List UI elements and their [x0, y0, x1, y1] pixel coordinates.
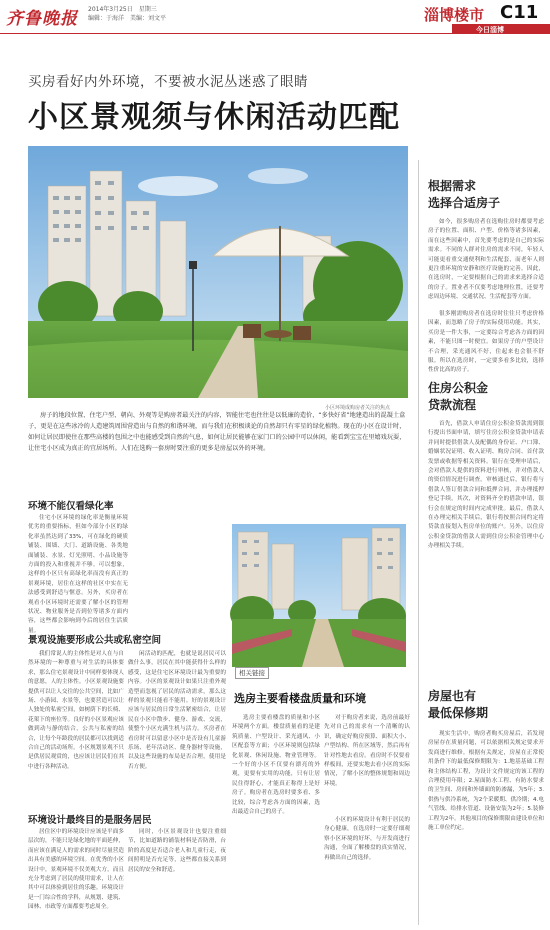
right-body-2-text: 首先，借款人申请住房公积金贷款需到银行提出书面申请，填写住房公积金贷款申请表并同时提供借款人及配偶的身份证、户口簿、婚姻状况证明、收入证明、购房合同、首付款发票或收据等相关资料。银行在受理申请后，会对借款人提供的资料进行审核，并对借款人的资信情况进行调查。审核通过后，银行将与借款人签订借款合同和抵押合同，并办理抵押登记手续。其次，对资料齐全的借款申请，银行会在规定的时间内完成审批。最后，借款人在办理完相关手续后，银行将按照合同约定将贷款直接划入售房单位的账户。另外，以住房公积金贷款的借款人需到住房公积金管理中心办理相关手续。 [428, 421, 544, 550]
left-body-3-text: 居住区中的环境设计应该是平面多层次的，不能只是绿化地的平面延伸，而应该在满足人的需求的同时尽量营造出具有美感的环境空间。在优秀的小区设计中，景观环境不仅美观大方，而且充分考虑到了居民的使用需求，让人在其中可以体验到居住的乐趣。环境设计是一门综合性的学科，从规划、建筑、园林、市政等方面都要考虑周全。 [28, 829, 124, 911]
secondary-photo [232, 524, 406, 667]
left-subhead-1: 环境不能仅看绿化率 [28, 501, 114, 512]
left-body-1 [28, 514, 128, 634]
newspaper-logo: 齐鲁晚报 [6, 9, 78, 29]
issue-meta [88, 5, 166, 23]
residential-garden-photo [28, 146, 408, 398]
left-body-2 [28, 650, 124, 800]
right-subhead-3: 房屋也有 最低保修期 [428, 689, 489, 720]
related-link-label: 相关链接 [235, 667, 269, 679]
middle-body-1 [232, 714, 320, 854]
middle-subhead: 选房主要看楼盘质量和环境 [234, 692, 366, 705]
right-body-1a [428, 218, 544, 310]
right-body-2 [428, 420, 544, 682]
masthead [0, 0, 550, 34]
article-lede: 房子的地段位置、住宅户型、朝向、外观等是购房者最关注的内容，智能住宅也往往是以低廉的造价，“多快好省”地建造出的混凝土盒子，更是在这些冰冷的人造建筑周围营造出与自然的和谐环境，而与我们在积极谈论的自然却只有零星的绿化植物。现在的小区在设计时，如何让居民即使住在那些高楼的包围之中也能感受到自然的气息，如何让居民能够在家门口的公园中可以休闲，能看到宝宝在里嬉戏玩耍，让住宅小区成为真正的宜居场所。人们在选购一套房时要注重的更多是房屋以外的环境。 [28, 412, 406, 452]
left-body-2-text: 我们常说人的主体性是对人在与自然环境的一种尊重与对生活的具体要求，那么住宅景观设计中同样要体现人的意愿，人的主体性。小区景观设施要提供可以让人交往的公共空间，比如广场、小游园、水景等，也要营造可以让人独处的私密空间，如树荫下的长椅、花架下的座位等。良好的小区景观应该做到动与静的结合，公共与私密的结合，让每个年龄段的居民都可以找到适合自己的活动场所。小区规划景观不只是供居民观赏的，也应该让居民们在其中进行各种活动。 [28, 651, 124, 770]
masthead-rule [0, 33, 452, 34]
left-subhead-2: 景观设施要形成公共或私密空间 [28, 635, 162, 646]
column-rule [418, 160, 419, 925]
right-body-3-text: 现实生活中，购房者购买房屋后，若发现房屋存在质量问题，可以依据相关规定要求开发商进行维修。根据有关规定，房屋在正常使用条件下的最低保修期限为：1.地基基础工程和主体结构工程，为设计文件规定的该工程的合理使用年限；2.屋面防水工程、有防水要求的卫生间、房间和外墙面的防渗漏，为5年；3.供热与供冷系统，为2个采暖期、供冷期；4.电气管线、给排水管道、设备安装为2年；5.装修工程为2年。其他项目的保修期限由建设单位和施工单位约定。 [428, 731, 544, 832]
right-body-3 [428, 730, 544, 925]
center-body-b [128, 828, 226, 925]
landscape-walkway-photo [232, 524, 406, 667]
article-headline: 小区景观须与休闲活动匹配 [28, 100, 400, 135]
center-body-a-text: 闲活动的匹配，也就是说居民可以做什么事，居民在其中能获得什么样的感受，这是住宅区环境设计最为重要的内容。小区的景观设计如果只注重外观造型而忽视了居民的活动需求，那么这样的景观只能看不能用。好的景观设计应该与居民的日常生活紧密结合，让居民在小区中散步、健身、游戏、交流，使整个小区充满生机与活力。买房者在看房时可以留意小区中是否设有儿童游乐场、老年活动区、健身器材等设施，以及这些设施的布局是否合理，使用是否方便。 [128, 651, 226, 770]
middle-body-3-text: 小区的环境设计有利于居民的身心健康，在选房时一定要仔细观察小区环境的好坏，与开发商进行沟通，全面了解楼盘的真实情况，再做出自己的选择。 [324, 817, 410, 861]
left-subhead-3: 环境设计最终目的是服务居民 [28, 815, 152, 826]
center-body-b-text: 同时，小区景观设计也要注重细节，比如道路的铺装材料是否防滑，台阶的高度是否适合老人和儿童行走，夜间照明是否充足等，这些都直接关系到居民的安全和舒适。 [128, 829, 226, 873]
right-body-1a-text: 如今，很多购房者在选购住房时都要考虑房子的位置、面积、户型、价格等诸多因素，而在这些因素中，首先要考虑的是自己的实际需求。不同的人群对住房的需求不同，年轻人可能更看重交通便利和生活配套，而老年人则更注重环境的安静和医疗设施的完善。因此，在选房时，一定要根据自己的需求来选择合适的房子。置业者不仅要考虑地理位置，还要考虑周边环境、交通状况、生活配套等方面。 [428, 219, 544, 301]
left-body-1-text: 住宅小区环境的绿化率是衡量环境优劣的重要指标，但如今部分小区的绿化率虽然达到了33%，可在绿化的硬质铺装、围墙、大门、道路设施、各类地面铺装、水景、灯光照明、小品设施等方面的投入和重视并不够。可以想象，这样的小区只有高绿化率而没有真正的景观环境，居住在这样的社区中实在无法感受到舒适与惬意。另外，买房者在观看小区环境时还需要了解小区的管理状况、物业服务是否到位等诸多方面内容，这些都会影响到今后的居住生活质量。 [28, 515, 128, 634]
left-body-3 [28, 828, 124, 925]
main-photo [28, 146, 408, 398]
article-kicker: 买房看好内外环境，不要被水泥丛迷惑了眼睛 [28, 74, 308, 90]
section-subbar [452, 24, 550, 34]
date-line: 2014年3月25日 星期三 [88, 6, 157, 13]
page-number: C11 [500, 2, 539, 23]
middle-body-2 [324, 714, 410, 814]
right-body-1b-text: 很多刚需购房者在选房时往往只考虑价格因素，而忽略了房子的实际使用功能。其实，买房是一件大事，一定要综合考虑各方面的因素，不能只图一时便宜。如果房子的户型设计不合理，采光通风不好，住起来也会很不舒服。所以在选房时，一定要多看多比较，选择性价比高的房子。 [428, 311, 544, 374]
middle-body-2-text: 对于购房者来说，选房前最好先对自己的需求有一个清晰的认识，确定好购房预算、面积大小、户型结构、所在区域等，然后再有针对性地去看房。看房时不仅要看样板间，还要实地去看小区的实际情况，了解小区的整体规划和周边环境。 [324, 715, 410, 787]
section-sub-label: 今日淄博 [476, 26, 504, 34]
right-subhead-1: 根据需求 选择合适房子 [428, 179, 501, 210]
right-subhead-2: 住房公积金 贷款流程 [428, 381, 489, 412]
middle-body-1-text: 选房主要看楼盘的质量和小区环境两个方面。楼盘质量看的是建筑质量、户型设计、采光通风、小区配套等方面；小区环境则包括绿化景观、休闲设施、物业管理等。一个好的小区不仅要有漂亮的外观，更要有实用的功能，只有让居民住得舒心，才能真正称得上是好房子。购房者在选房时要多看、多比较，综合考虑各方面的因素，选出最适合自己的房子。 [232, 715, 320, 816]
section-title: 淄博楼市 [424, 6, 485, 24]
right-body-1b [428, 310, 544, 372]
middle-body-3 [324, 816, 410, 860]
main-photo-caption: 小区环境成购房者关注的焦点 [325, 405, 391, 411]
center-body-a [128, 650, 226, 800]
editor-line: 编辑：于海洋 美编：刘文平 [88, 15, 167, 22]
